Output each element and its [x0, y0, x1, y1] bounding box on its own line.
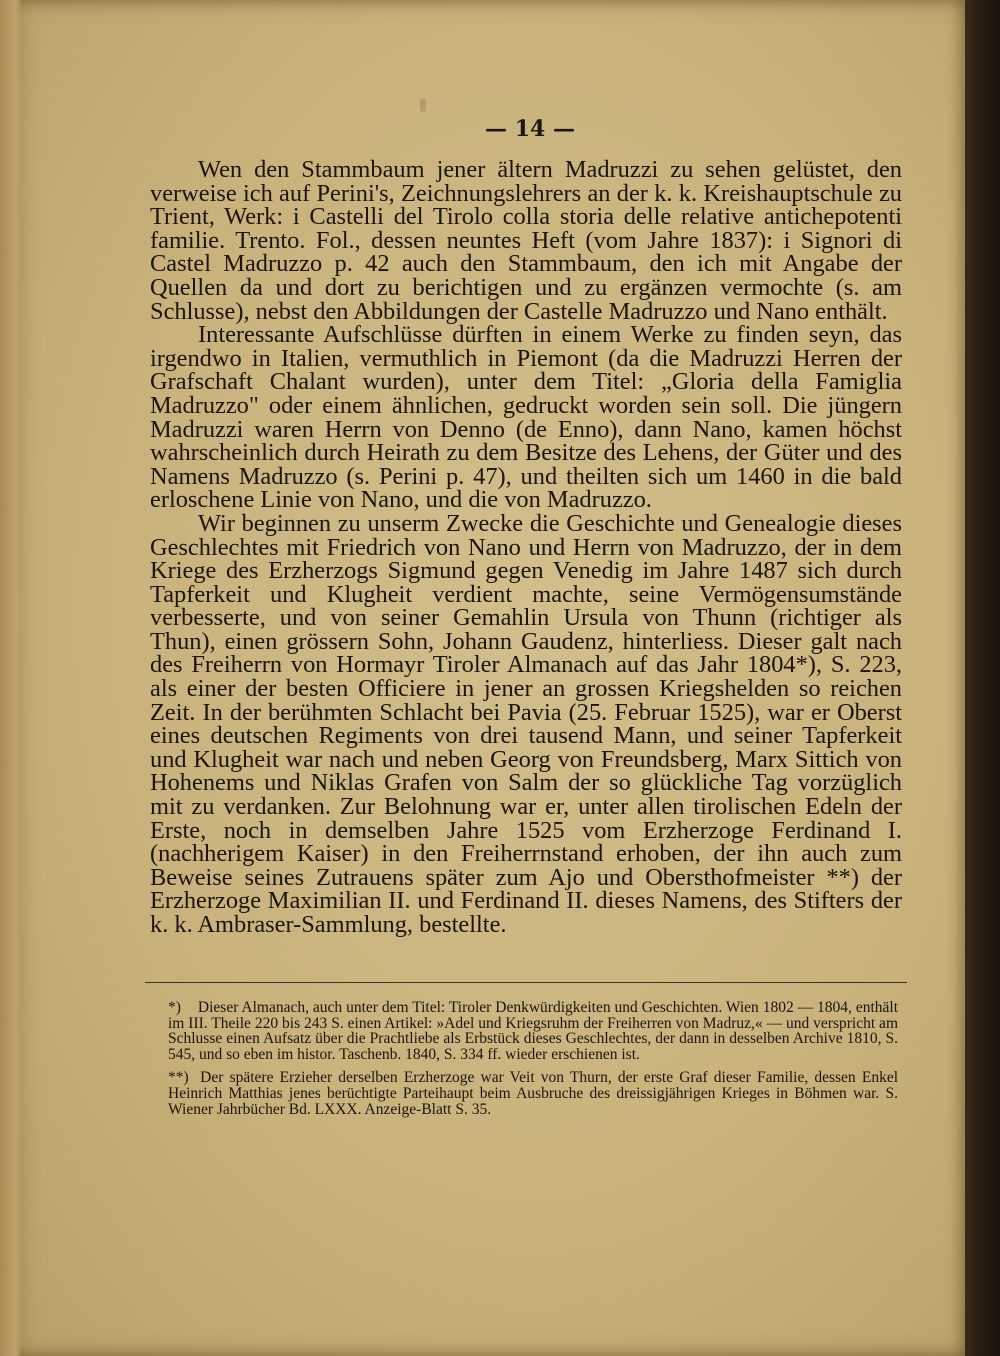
- main-text-body: [150, 158, 902, 937]
- footnote-marker: *): [168, 999, 181, 1016]
- footnotes-section: [168, 1000, 898, 1125]
- footnote-text: Der spätere Erzieher derselben Erzherzoge war Veit von Thurn, der erste Graf dieser Familie, dessen Enkel Heinrich Matthias jenes berüchtigte Parteihaupt beim Ausbruche des dreissigjährigen Krieges in Böhmen war. S. Wiener Jahrbücher Bd. LXXX. Anzeige-Blatt S. 35.: [168, 1069, 899, 1118]
- footnote-1: [168, 1000, 898, 1062]
- paragraph-2: Interessante Aufschlüsse dürften in einem Werke zu finden seyn, das irgendwo in Italien, vermuthlich in Piemont (da die Madruzzi Herren der Grafschaft Chalant wurden), unter dem Titel: „Gloria della Famiglia Madruzzo" oder einem ähnlichen, gedruckt worden sein soll. Die jüngern Madruzzi waren Herrn von Denno (de Enno), dann Nano, kamen höchst wahrscheinlich durch Heirath zu dem Besitze des Lehens, der Güter und des Namens Madruzzo (s. Perini p. 47), und theilten sich um 1460 in die bald erloschene Linie von Nano, und die von Madruzzo.: [150, 321, 902, 514]
- book-edge: [965, 0, 1000, 1356]
- footnote-marker: **): [168, 1069, 189, 1087]
- footnote-text: Dieser Almanach, auch unter dem Titel: Tiroler Denkwürdigkeiten und Geschichten. Wien 1802 — 1804, enthält im III. Theile 220 bis 243 S. einen Artikel: »Adel und Kriegsruhm der Freiherren von Madruz,« — und verspricht am Schlusse einen Aufsatz über die Prachtliebe als Erbstück dieses Geschlechtes, der dann in desselben Archive 1810, S. 545, und so eben im histor. Taschenb. 1840, S. 334 ff. wieder erschienen ist.: [168, 999, 898, 1063]
- page-binding-shadow: [0, 0, 22, 1356]
- paragraph-1: Wen den Stammbaum jener ältern Madruzzi zu sehen gelüstet, den verweise ich auf Perini's, Zeichnungslehrers an der k. k. Kreishauptschule zu Trient, Werk: i Castelli del Tirolo colla storia delle relative antichepotenti familie. Trento. Fol., dessen neuntes Heft (vom Jahre 1837): i Signori di Castel Madruzzo p. 42 auch den Stammbaum, den ich mit Angabe der Quellen da und dort zu berichtigen und zu ergänzen vermochte (s. am Schlusse), nebst den Abbildungen der Castelle Madruzzo und Nano enthält.: [150, 156, 902, 325]
- paragraph-3: Wir beginnen zu unserm Zwecke die Geschichte und Genealogie dieses Geschlechtes mit Friedrich von Nano und Herrn von Madruzzo, der in dem Kriege des Erzherzogs Sigmund gegen Venedig im Jahre 1487 sich durch Tapferkeit und Klugheit verdient machte, seine Vermögensumstände verbesserte, und von seiner Gemahlin Ursula von Thunn (richtiger als Thun), einen grössern Sohn, Johann Gaudenz, hinterliess. Dieser galt nach des Freiherrn von Hormayr Tiroler Almanach auf das Jahr 1804*), S. 223, als einer der besten Officiere in jener an grossen Kriegshelden so reichen Zeit. In der berühmten Schlacht bei Pavia (25. Februar 1525), war er Oberst eines deutschen Regiments von drei tausend Mann, und seiner Tapferkeit und Klugheit war nach und neben Georg von Freundsberg, Marx Sittich von Hohenems und Niklas Grafen von Salm der so glückliche Tag vorzüglich mit zu verdanken. Zur Belohnung war er, unter allen tirolischen Edeln der Erste, noch in demselben Jahre 1525 vom Erzherzoge Ferdinand I. (nachherigem Kaiser) in den Freiherrnstand erhoben, der ihn auch zum Beweise seines Zutrauens später zum Ajo und Obersthofmeister **) der Erzherzoge Maximilian II. und Ferdinand II. dieses Namens, des Stifters der k. k. Ambraser-Sammlung, bestellte.: [150, 509, 902, 938]
- footnote-2: [168, 1070, 898, 1117]
- ink-smudge: [420, 98, 426, 112]
- page-number: — 14 —: [485, 116, 575, 142]
- footnote-separator: [145, 982, 907, 983]
